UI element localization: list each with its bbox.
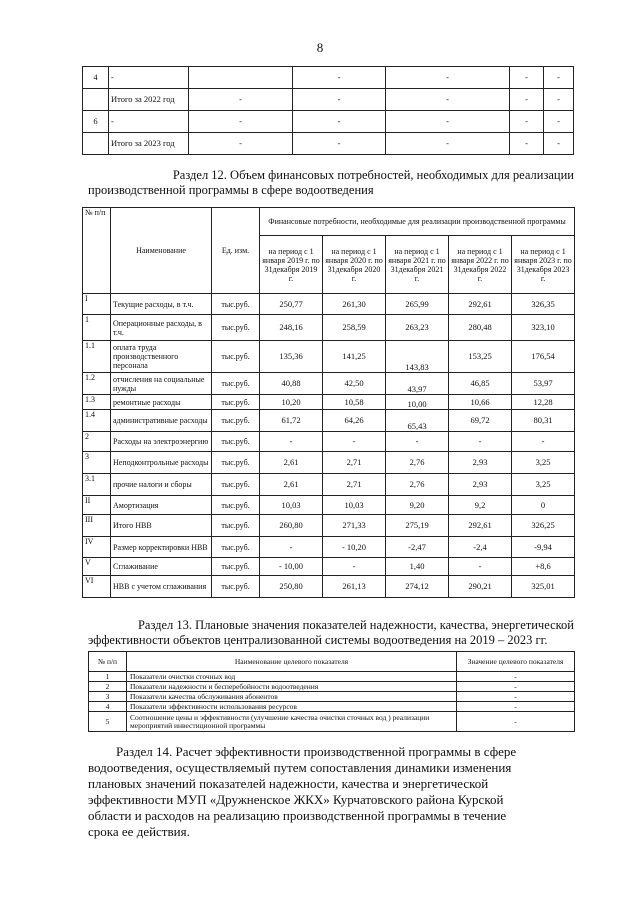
row-value-v1: - <box>260 432 323 452</box>
indic-header-num: № п/п <box>89 652 127 672</box>
section-14-paragraph: Раздел 14. Расчет эффективности производственной программы в сфере водоотведения, осуществляемый путем сопоставления динамики изменения плановых значений показателей надежности, качества и энергетической эффективности МУП «Дружненское ЖКХ» Курчатовского района Курской области и расходов на реализацию производственной программы в течение срока ее действия. <box>88 744 517 839</box>
indic-name: Показатели надежности и бесперебойности водоотведения <box>127 682 457 692</box>
row-num: 1.2 <box>83 373 111 395</box>
row-name: Расходы на электроэнергию <box>111 432 212 452</box>
header-period-2022: на период с 1 января 2022 г. по 31декабря 2022 г. <box>449 236 512 294</box>
row-value-v2: 2,71 <box>323 474 386 496</box>
row-unit: тыс.руб. <box>212 294 260 315</box>
row-value-v5: 80,31 <box>512 410 575 432</box>
table-row <box>83 315 575 341</box>
row-unit: тыс.руб. <box>212 341 260 373</box>
row-value-v5: 0 <box>512 496 575 515</box>
top-continuation-table <box>82 66 574 155</box>
row-value-v5: 326,25 <box>512 515 575 537</box>
row-num: 2 <box>83 432 111 452</box>
row-value-v1: 61,72 <box>260 410 323 432</box>
row-value-v4: 69,72 <box>449 410 512 432</box>
top-row-name: Итого за 2022 год <box>109 89 189 111</box>
indic-num: 1 <box>89 672 127 682</box>
list-item <box>89 692 575 702</box>
top-row-value: - <box>510 89 544 111</box>
row-value-v2: 261,13 <box>323 576 386 598</box>
row-value-v2: 258,59 <box>323 315 386 341</box>
header-num: № п/п <box>83 208 111 294</box>
row-value-v2: 10,03 <box>323 496 386 515</box>
row-value-v1: 250,80 <box>260 576 323 598</box>
row-unit: тыс.руб. <box>212 474 260 496</box>
row-value-v2: 42,50 <box>323 373 386 395</box>
row-num: II <box>83 496 111 515</box>
row-unit: тыс.руб. <box>212 576 260 598</box>
row-unit: тыс.руб. <box>212 432 260 452</box>
row-num: 3 <box>83 452 111 474</box>
row-value-v4: 292,61 <box>449 515 512 537</box>
row-num: VI <box>83 576 111 598</box>
top-row-value: - <box>189 133 293 155</box>
row-value-v5: 3,25 <box>512 474 575 496</box>
table-row <box>83 537 575 558</box>
top-row-value: - <box>386 67 510 89</box>
row-value-v1: 250,77 <box>260 294 323 315</box>
row-value-v4: - <box>449 432 512 452</box>
list-item <box>89 672 575 682</box>
indic-header-value: Значение целевого показателя <box>457 652 575 672</box>
top-row-num <box>83 89 109 111</box>
indic-value: - <box>457 682 575 692</box>
row-value-v3: 2,76 <box>386 474 449 496</box>
section-13-heading: Раздел 13. Плановые значения показателей надежности, качества, энергетической эффективности объектов централизованной системы водоотведения на 2019 – 2023 гг. <box>88 618 574 647</box>
row-value-v1: 2,61 <box>260 452 323 474</box>
row-value-v2: 64,26 <box>323 410 386 432</box>
top-row-value: - <box>189 111 293 133</box>
row-num: I <box>83 294 111 315</box>
row-name: Амортизация <box>111 496 212 515</box>
top-table-row <box>83 133 574 155</box>
table-row <box>83 558 575 576</box>
table-row <box>83 341 575 373</box>
row-value-v4: 10,66 <box>449 395 512 410</box>
row-value-v3: 2,76 <box>386 452 449 474</box>
top-row-value: - <box>386 89 510 111</box>
row-name: Итого НВВ <box>111 515 212 537</box>
header-period-2023: на период с 1 января 2023 г. по 31декабря 2023 г. <box>512 236 575 294</box>
top-row-value: - <box>510 111 544 133</box>
table-row <box>83 395 575 410</box>
indic-name: Показатели качества обслуживания абонентов <box>127 692 457 702</box>
row-value-v3: 65,43 <box>386 410 449 432</box>
table-row <box>83 373 575 395</box>
row-value-v1: 10,20 <box>260 395 323 410</box>
row-value-v4: 292,61 <box>449 294 512 315</box>
row-value-v5: 12,28 <box>512 395 575 410</box>
financial-needs-table <box>82 207 575 598</box>
indic-name: Показатели очистки сточных вод <box>127 672 457 682</box>
row-unit: тыс.руб. <box>212 496 260 515</box>
indic-num: 4 <box>89 702 127 712</box>
table-row <box>83 432 575 452</box>
row-value-v4: 290,21 <box>449 576 512 598</box>
row-num: V <box>83 558 111 576</box>
top-row-value: - <box>293 111 386 133</box>
row-value-v3: 274,12 <box>386 576 449 598</box>
row-value-v5: 325,01 <box>512 576 575 598</box>
row-name: Текущие расходы, в т.ч. <box>111 294 212 315</box>
table-row <box>83 410 575 432</box>
row-value-v4: 280,48 <box>449 315 512 341</box>
table-row <box>83 576 575 598</box>
table-row <box>83 515 575 537</box>
row-num: 1.1 <box>83 341 111 373</box>
table-row <box>83 452 575 474</box>
top-row-num: 4 <box>83 67 109 89</box>
row-name: административные расходы <box>111 410 212 432</box>
top-table-row <box>83 89 574 111</box>
row-unit: тыс.руб. <box>212 315 260 341</box>
header-period-2020: на период с 1 января 2020 г. по 31декабря 2020 г. <box>323 236 386 294</box>
top-row-value: - <box>189 89 293 111</box>
row-value-v2: 10,58 <box>323 395 386 410</box>
row-value-v5: - <box>512 432 575 452</box>
row-value-v5: +8,6 <box>512 558 575 576</box>
row-value-v4: - <box>449 558 512 576</box>
row-num: 1.3 <box>83 395 111 410</box>
row-value-v1: 260,80 <box>260 515 323 537</box>
row-value-v5: 323,10 <box>512 315 575 341</box>
top-row-name: Итого за 2023 год <box>109 133 189 155</box>
table-row <box>83 496 575 515</box>
row-name: Неподконтрольные расходы <box>111 452 212 474</box>
header-group: Финансовые потребности, необходимые для реализации производственной программы <box>260 208 575 236</box>
top-row-value: - <box>293 67 386 89</box>
row-value-v2: - <box>323 432 386 452</box>
header-period-2019: на период с 1 января 2019 г. по 31декабря 2019 г. <box>260 236 323 294</box>
row-unit: тыс.руб. <box>212 452 260 474</box>
indic-value: - <box>457 672 575 682</box>
top-row-name: - <box>109 111 189 133</box>
top-row-value: - <box>293 89 386 111</box>
row-num: 1.4 <box>83 410 111 432</box>
row-name: оплата труда производственного персонала <box>111 341 212 373</box>
row-unit: тыс.руб. <box>212 515 260 537</box>
top-row-value: - <box>386 133 510 155</box>
row-value-v2: 2,71 <box>323 452 386 474</box>
row-value-v3: -2,47 <box>386 537 449 558</box>
row-value-v3: 10,00 <box>386 395 449 410</box>
row-value-v1: 248,16 <box>260 315 323 341</box>
list-item <box>89 712 575 732</box>
row-name: отчисления на социальные нужды <box>111 373 212 395</box>
row-value-v1: - 10,00 <box>260 558 323 576</box>
top-row-num <box>83 133 109 155</box>
target-indicators-table <box>88 651 575 732</box>
row-value-v5: 3,25 <box>512 452 575 474</box>
row-unit: тыс.руб. <box>212 558 260 576</box>
row-value-v2: - 10,20 <box>323 537 386 558</box>
indic-num: 5 <box>89 712 127 732</box>
top-row-num: 6 <box>83 111 109 133</box>
row-unit: тыс.руб. <box>212 410 260 432</box>
row-value-v2: 261,30 <box>323 294 386 315</box>
row-value-v4: 2,93 <box>449 452 512 474</box>
row-num: IV <box>83 537 111 558</box>
row-value-v1: 40,88 <box>260 373 323 395</box>
top-row-value: - <box>544 111 574 133</box>
row-value-v1: 135,36 <box>260 341 323 373</box>
row-value-v2: 271,33 <box>323 515 386 537</box>
indic-value: - <box>457 692 575 702</box>
row-value-v1: 10,03 <box>260 496 323 515</box>
header-period-2021: на период с 1 января 2021 г. по 31декабря 2021 г. <box>386 236 449 294</box>
row-unit: тыс.руб. <box>212 373 260 395</box>
top-row-value: - <box>510 67 544 89</box>
indic-name: Соотношение цены и эффективности (улучшение качества очистки сточных вод ) реализации мероприятий инвестиционной программы <box>127 712 457 732</box>
row-value-v2: - <box>323 558 386 576</box>
row-value-v3: 1,40 <box>386 558 449 576</box>
row-value-v3: 43,97 <box>386 373 449 395</box>
table-row <box>83 294 575 315</box>
top-row-value: - <box>544 67 574 89</box>
top-row-name: - <box>109 67 189 89</box>
row-value-v4: 46,85 <box>449 373 512 395</box>
top-row-value: - <box>544 89 574 111</box>
indic-num: 3 <box>89 692 127 702</box>
row-value-v5: 326,35 <box>512 294 575 315</box>
row-value-v3: - <box>386 432 449 452</box>
row-name: Размер корректировки НВВ <box>111 537 212 558</box>
top-table-row <box>83 111 574 133</box>
list-item <box>89 682 575 692</box>
row-value-v4: 153,25 <box>449 341 512 373</box>
row-value-v1: 2,61 <box>260 474 323 496</box>
row-value-v3: 143,83 <box>386 341 449 373</box>
top-row-value: - <box>386 111 510 133</box>
list-item <box>89 702 575 712</box>
top-row-value: - <box>510 133 544 155</box>
header-unit: Ед. изм. <box>212 208 260 294</box>
indic-name: Показатели эффективности использования ресурсов <box>127 702 457 712</box>
page-number: 8 <box>316 40 324 55</box>
row-value-v5: -9,94 <box>512 537 575 558</box>
row-value-v3: 275,19 <box>386 515 449 537</box>
row-value-v3: 263,23 <box>386 315 449 341</box>
indic-header-name: Наименование целевого показателя <box>127 652 457 672</box>
row-value-v2: 141,25 <box>323 341 386 373</box>
row-value-v5: 176,54 <box>512 341 575 373</box>
row-num: 3.1 <box>83 474 111 496</box>
indic-num: 2 <box>89 682 127 692</box>
row-value-v4: 9,2 <box>449 496 512 515</box>
row-name: Операционные расходы, в т.ч. <box>111 315 212 341</box>
row-unit: тыс.руб. <box>212 537 260 558</box>
row-name: Сглаживание <box>111 558 212 576</box>
indic-value: - <box>457 712 575 732</box>
top-row-value: - <box>293 133 386 155</box>
row-name: НВВ с учетом сглаживания <box>111 576 212 598</box>
table-row <box>83 474 575 496</box>
top-table-row <box>83 67 574 89</box>
top-row-value <box>189 67 293 89</box>
indic-value: - <box>457 702 575 712</box>
header-name: Наименование <box>111 208 212 294</box>
row-name: ремонтные расходы <box>111 395 212 410</box>
row-unit: тыс.руб. <box>212 395 260 410</box>
top-row-value: - <box>544 133 574 155</box>
row-value-v1: - <box>260 537 323 558</box>
row-value-v3: 9,20 <box>386 496 449 515</box>
row-value-v3: 265,99 <box>386 294 449 315</box>
row-value-v5: 53,97 <box>512 373 575 395</box>
row-num: III <box>83 515 111 537</box>
row-name: прочие налоги и сборы <box>111 474 212 496</box>
row-num: 1 <box>83 315 111 341</box>
row-value-v4: -2,4 <box>449 537 512 558</box>
row-value-v4: 2,93 <box>449 474 512 496</box>
section-12-heading: Раздел 12. Объем финансовых потребностей, необходимых для реализации производственной программы в сфере водоотведения <box>88 168 574 197</box>
